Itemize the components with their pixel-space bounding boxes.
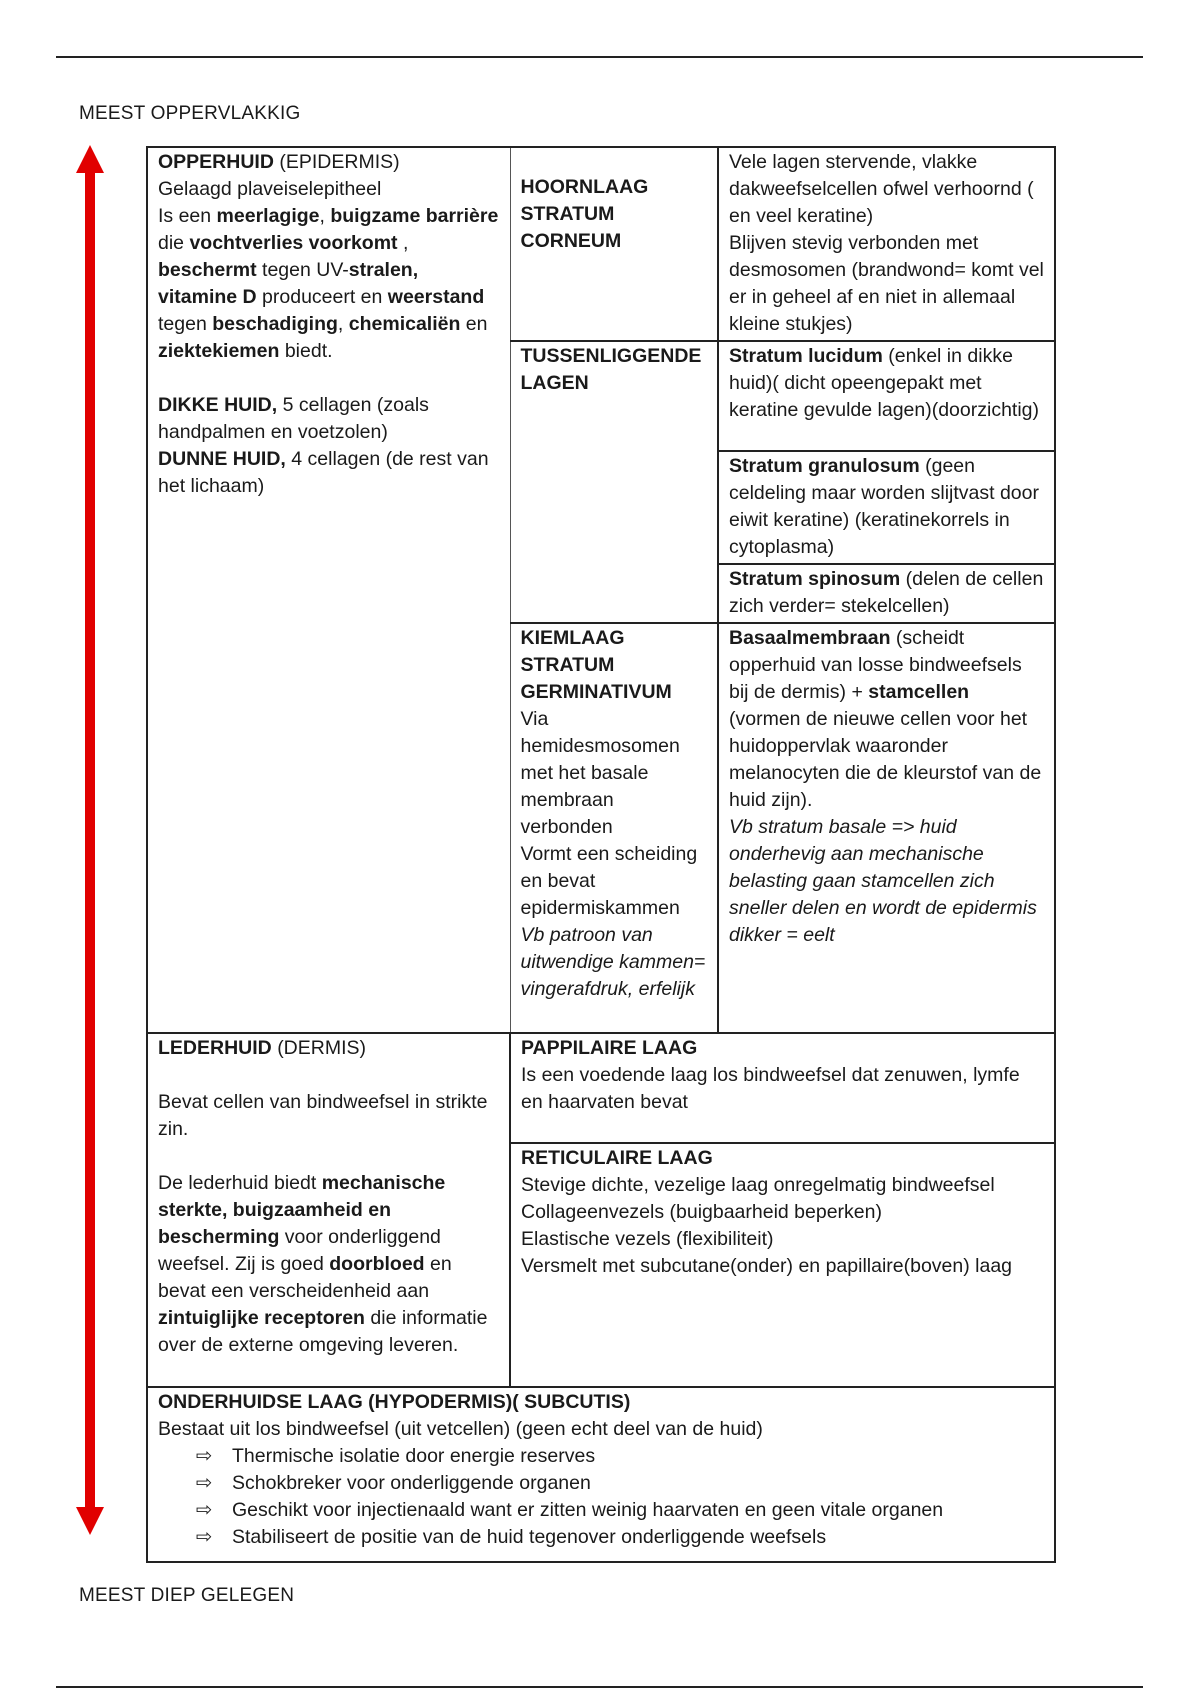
papillaire-cell [510,1033,1055,1143]
papillaire-title: PAPPILAIRE LAAG [521,1037,698,1059]
hoornlaag-name-1: HOORNLAAG [520,176,649,198]
hoornlaag-name-2: STRATUM [520,203,615,225]
arrow-bullet-icon: ⇨ [196,1499,213,1521]
header-label: MEEST OPPERVLAKKIG [79,103,301,124]
depth-arrow-icon [70,145,112,1537]
epidermis-title: OPPERHUID (EPIDERMIS) [158,151,400,173]
granulosum-cell [718,451,1055,564]
list-item: ⇨ Thermische isolatie door energie reserves [196,1443,1044,1470]
lucidum-cell [718,341,1055,451]
kiemlaag-name-3: GERMINATIVUM [520,681,672,703]
kiemlaag-cell [510,623,718,1033]
arrow-bullet-icon: ⇨ [196,1526,213,1548]
reticulaire-title: RETICULAIRE LAAG [521,1147,713,1169]
list-item: ⇨ Stabiliseert de positie van de huid tegenover onderliggende weefsels [196,1524,1044,1551]
spinosum-cell [718,564,1055,623]
hoornlaag-desc-cell [718,147,1055,341]
hypodermis-title: ONDERHUIDSE LAAG (HYPODERMIS)( SUBCUTIS) [158,1391,631,1413]
kiemlaag-text-3: Vb patroon van uitwendige kammen= vingerafdruk, erfelijk [520,924,706,1000]
epidermis-description: Is een meerlagige, buigzame barrière die vochtverlies voorkomt , beschermt tegen UV-stralen, vitamine D produceert en weerstand tegen beschadiging, chemicaliën en ziektekiemen biedt. [158,205,499,362]
kiemlaag-name-2: STRATUM [520,654,615,676]
basaal-example: Vb stratum basale => huid onderhevig aan mechanische belasting gaan stamcellen zich sneller delen en wordt de epidermis dikker = eelt [729,816,1037,946]
tussen-name-2: LAGEN [520,372,589,394]
hoornlaag-name-3: CORNEUM [520,230,622,252]
tussen-name-cell [510,341,718,623]
hoornlaag-name-cell [510,147,718,341]
dermis-title: LEDERHUID (DERMIS) [158,1037,367,1059]
reticulaire-line: Elastische vezels (flexibiliteit) [521,1228,774,1250]
table-row [147,147,1055,341]
basaal-cell [718,623,1055,1033]
tussen-name-1: TUSSENLIGGENDE [520,345,702,367]
hypodermis-text: Bestaat uit los bindweefsel (uit vetcellen) (geen echt deel van de huid) [158,1418,763,1440]
arrow-bullet-icon: ⇨ [196,1472,213,1494]
epidermis-subtitle: Gelaagd plaveiselepitheel [158,178,382,200]
skin-layers-table [146,146,1056,1563]
top-rule [56,56,1143,58]
granulosum-text: Stratum granulosum (geen celdeling maar worden slijtvast door eiwit keratine) (keratinekorrels in cytoplasma) [729,455,1039,558]
table-row [147,1033,1055,1143]
thick-skin-text: DIKKE HUID, 5 cellagen (zoals handpalmen en voetzolen) [158,394,429,443]
spinosum-text: Stratum spinosum (delen de cellen zich verder= stekelcellen) [729,568,1044,617]
dermis-intro: Bevat cellen van bindweefsel in strikte zin. [158,1091,488,1140]
hoornlaag-desc: Vele lagen stervende, vlakke dakweefselcellen ofwel verhoornd ( en veel keratine) [729,151,1034,227]
thin-skin-text: DUNNE HUID, 4 cellagen (de rest van het lichaam) [158,448,489,497]
epidermis-cell [147,147,510,1033]
reticulaire-cell [510,1143,1055,1387]
papillaire-text: Is een voedende laag los bindweefsel dat zenuwen, lymfe en haarvaten bevat [521,1064,1020,1113]
reticulaire-line: Versmelt met subcutane(onder) en papillaire(boven) laag [521,1255,1013,1277]
dermis-description: De lederhuid biedt mechanische sterkte, buigzaamheid en bescherming voor onderliggend weefsel. Zij is goed doorbloed en bevat een verscheidenheid aan zintuiglijke receptoren die informatie over de externe omgeving leveren. [158,1172,488,1356]
arrow-bullet-icon: ⇨ [196,1445,213,1467]
kiemlaag-text-2: Vormt een scheiding en bevat epidermiskammen [520,843,698,919]
hypodermis-cell [147,1387,1055,1562]
lucidum-text: Stratum lucidum (enkel in dikke huid)( dicht opeengepakt met keratine gevulde lagen)(doorzichtig) [729,345,1040,421]
list-item: ⇨ Schokbreker voor onderliggende organen [196,1470,1044,1497]
basaal-text: Basaalmembraan (scheidt opperhuid van losse bindweefsels bij de dermis) + stamcellen (vormen de nieuwe cellen voor het huidoppervlak waaronder melanocyten die de kleurstof van de huid zijn). [729,627,1042,811]
reticulaire-line: Collageenvezels (buigbaarheid beperken) [521,1201,882,1223]
reticulaire-line: Stevige dichte, vezelige laag onregelmatig bindweefsel [521,1174,995,1196]
bottom-rule [56,1686,1143,1688]
kiemlaag-text-1: Via hemidesmosomen met het basale membraan verbonden [520,708,680,838]
dermis-cell [147,1033,510,1387]
list-item: ⇨ Geschikt voor injectienaald want er zitten weinig haarvaten en geen vitale organen [196,1497,1044,1524]
hypodermis-list [158,1443,1044,1551]
table-row [147,1387,1055,1562]
hoornlaag-desc-2: Blijven stevig verbonden met desmosomen (brandwond= komt vel er in geheel af en niet in allemaal kleine stukjes) [729,232,1044,335]
kiemlaag-name-1: KIEMLAAG [520,627,625,649]
footer-label: MEEST DIEP GELEGEN [79,1585,295,1606]
